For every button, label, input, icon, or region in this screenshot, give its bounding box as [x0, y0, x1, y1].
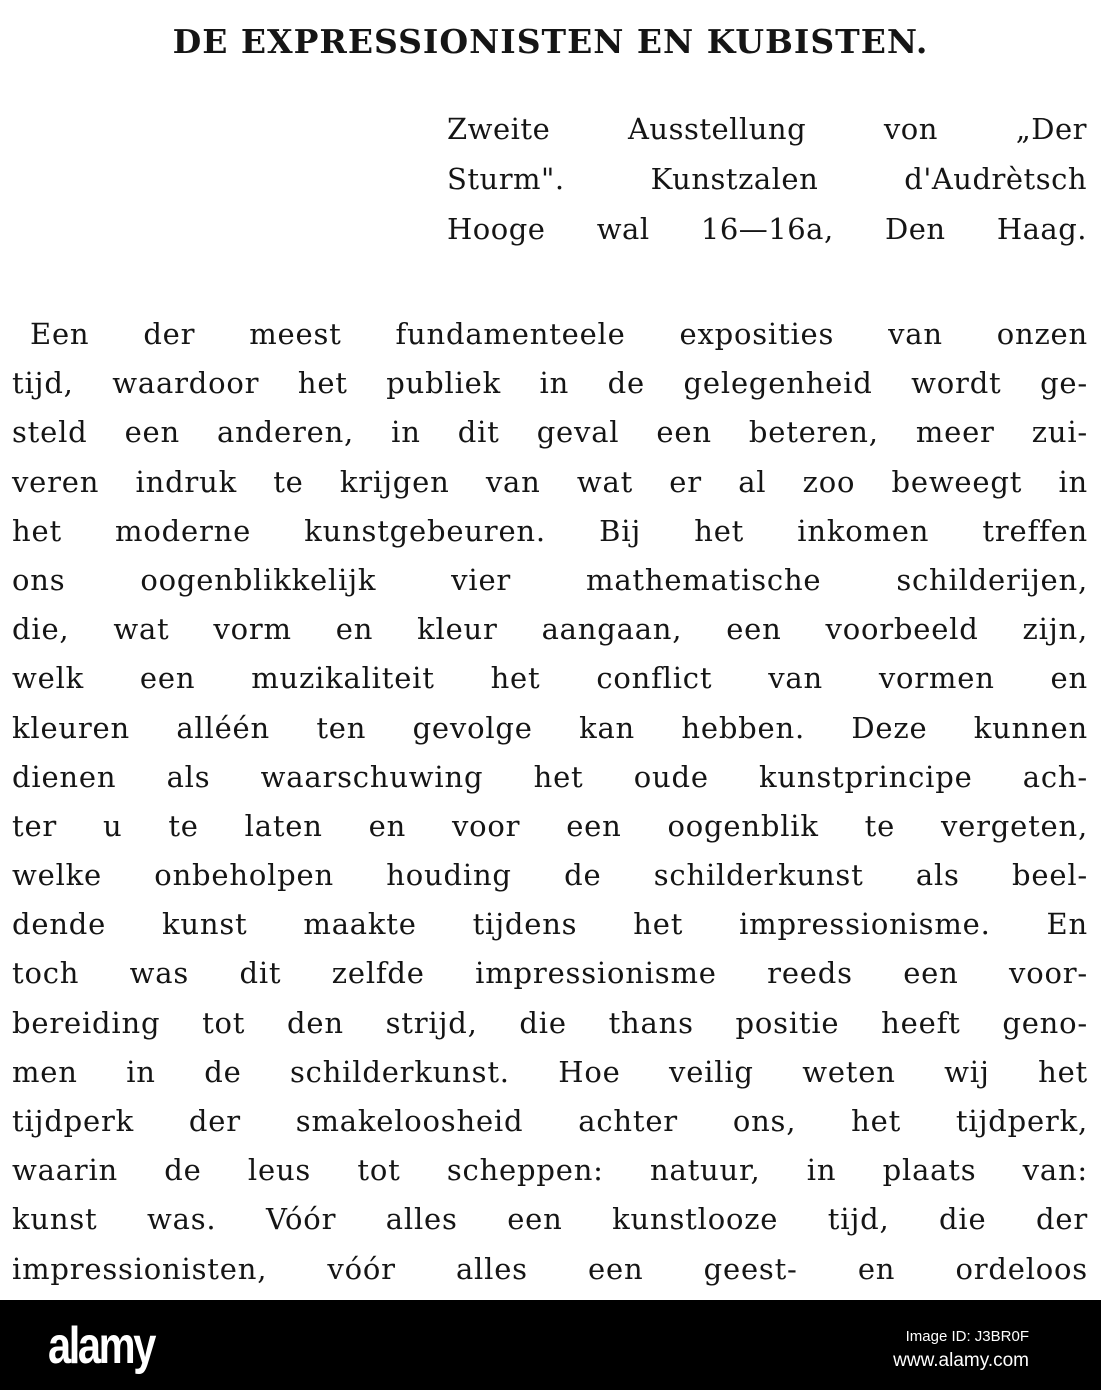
body-line: bereiding tot den strijd, die thans positie heeft geno- [12, 1005, 1088, 1040]
body-line: die, wat vorm en kleur aangaan, een voorbeeld zijn, [12, 612, 1088, 647]
body-line: toch was dit zelfde impressionisme reeds een voor- [12, 956, 1088, 991]
watermark-footer [0, 1300, 1101, 1390]
body-line: dienen als waarschuwing het oude kunstprincipe ach- [12, 759, 1088, 794]
body-line: het moderne kunstgebeuren. Bij het inkomen treffen [12, 513, 1088, 548]
body-line: ter u te laten en voor een oogenblik te vergeten, [12, 808, 1088, 843]
body-line: veren indruk te krijgen van wat er al zoo beweegt in [12, 464, 1088, 499]
site-url: www.alamy.com [893, 1350, 1029, 1371]
body-line: kunst was. Vóór alles een kunstlooze tijd, die der [12, 1202, 1088, 1237]
subtitle-line: Hooge wal 16—16a, Den Haag. [447, 212, 1087, 246]
body-line: welk een muzikaliteit het conflict van vormen en [12, 661, 1088, 696]
body-line: impressionisten, vóór alles een geest- en ordeloos [12, 1251, 1088, 1286]
body-line: welke onbeholpen houding de schilderkunst als beel- [12, 858, 1088, 893]
alamy-logo: alamy [48, 1317, 154, 1375]
body-line: tijd, waardoor het publiek in de gelegenheid wordt ge- [12, 366, 1088, 401]
article-body [12, 310, 1088, 1294]
body-line: dende kunst maakte tijdens het impressionisme. En [12, 907, 1088, 942]
article-title: DE EXPRESSIONISTEN EN KUBISTEN. [172, 22, 929, 61]
body-line: ons oogenblikkelijk vier mathematische schilderijen, [12, 562, 1088, 597]
body-line: kleuren alléén ten gevolge kan hebben. Deze kunnen [12, 710, 1088, 745]
body-line: waarin de leus tot scheppen: natuur, in plaats van: [12, 1153, 1088, 1188]
body-line: men in de schilderkunst. Hoe veilig weten wij het [12, 1054, 1088, 1089]
body-line: tijdperk der smakeloosheid achter ons, het tijdperk, [12, 1104, 1088, 1138]
subtitle-line: Zweite Ausstellung von „Der [447, 112, 1087, 146]
body-line: Een der meest fundamenteele exposities van onzen [30, 317, 1088, 351]
body-line: steld een anderen, in dit geval een beteren, meer zui- [12, 415, 1088, 450]
subtitle-line: Sturm". Kunstzalen d'Audrètsch [447, 162, 1087, 196]
image-id: Image ID: J3BR0F [905, 1328, 1029, 1345]
